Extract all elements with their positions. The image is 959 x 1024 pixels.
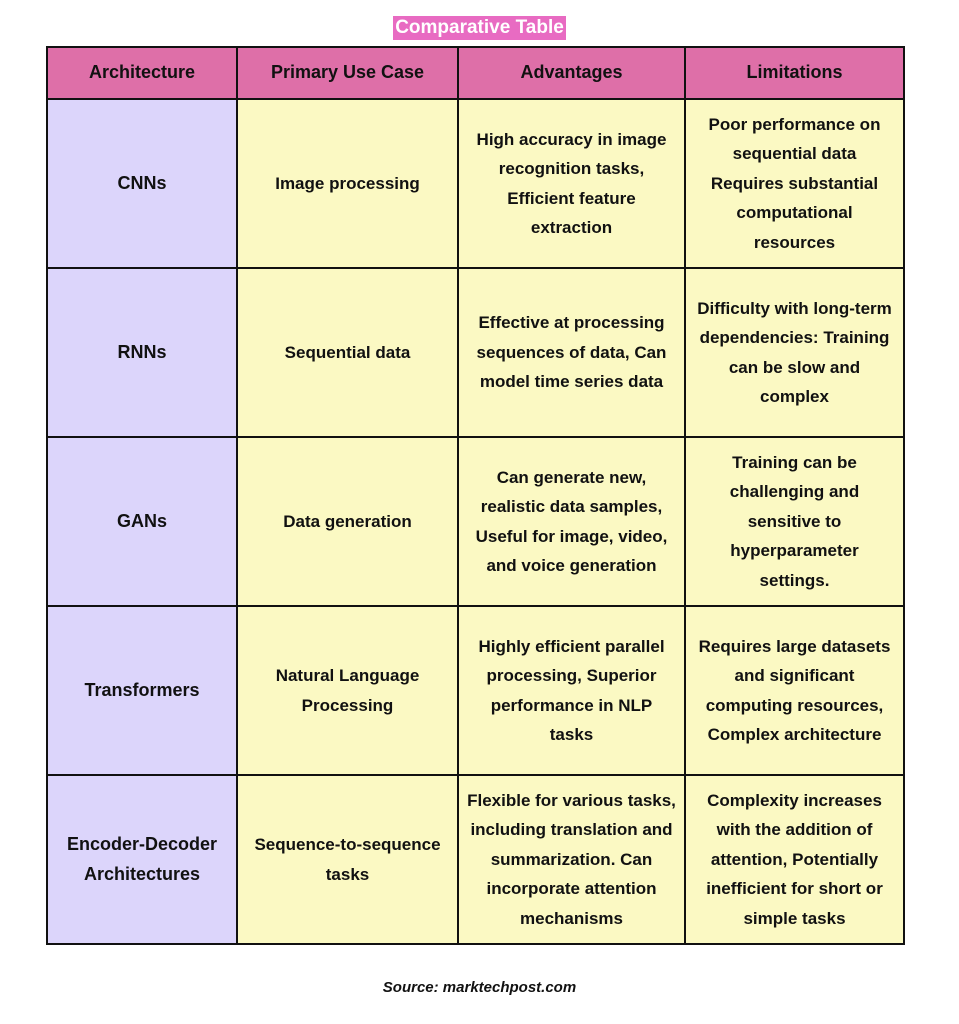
header-primary-use-case: Primary Use Case — [237, 47, 458, 99]
architecture-cell: RNNs — [47, 268, 237, 437]
advantages-cell: Effective at processing sequences of data, Can model time series data — [458, 268, 685, 437]
title-wrapper — [0, 16, 959, 40]
use-case-cell: Image processing — [237, 99, 458, 268]
advantages-cell: Highly efficient parallel processing, Superior performance in NLP tasks — [458, 606, 685, 775]
architecture-cell: GANs — [47, 437, 237, 606]
advantages-cell: Flexible for various tasks, including translation and summarization. Can incorporate attention mechanisms — [458, 775, 685, 944]
table-row — [47, 268, 904, 437]
table-row — [47, 775, 904, 944]
architecture-cell: Transformers — [47, 606, 237, 775]
use-case-cell: Data generation — [237, 437, 458, 606]
advantages-cell: High accuracy in image recognition tasks, Efficient feature extraction — [458, 99, 685, 268]
table-row — [47, 606, 904, 775]
source-caption: Source: marktechpost.com — [382, 979, 577, 996]
advantages-cell: Can generate new, realistic data samples, Useful for image, video, and voice generation — [458, 437, 685, 606]
table-row — [47, 99, 904, 268]
use-case-cell: Natural Language Processing — [237, 606, 458, 775]
architecture-cell: Encoder-Decoder Architectures — [47, 775, 237, 944]
table-row — [47, 437, 904, 606]
header-architecture: Architecture — [47, 47, 237, 99]
comparative-table — [46, 46, 905, 945]
limitations-cell: Training can be challenging and sensitive to hyperparameter settings. — [685, 437, 904, 606]
architecture-cell: CNNs — [47, 99, 237, 268]
use-case-cell: Sequence-to-sequence tasks — [237, 775, 458, 944]
use-case-cell: Sequential data — [237, 268, 458, 437]
limitations-cell: Difficulty with long-term dependencies: Training can be slow and complex — [685, 268, 904, 437]
header-advantages: Advantages — [458, 47, 685, 99]
header-row — [47, 47, 904, 99]
limitations-cell: Requires large datasets and significant computing resources, Complex architecture — [685, 606, 904, 775]
limitations-cell: Complexity increases with the addition of attention, Potentially inefficient for short or simple tasks — [685, 775, 904, 944]
limitations-cell: Poor performance on sequential data Requires substantial computational resources — [685, 99, 904, 268]
header-limitations: Limitations — [685, 47, 904, 99]
table-title: Comparative Table — [395, 17, 564, 38]
